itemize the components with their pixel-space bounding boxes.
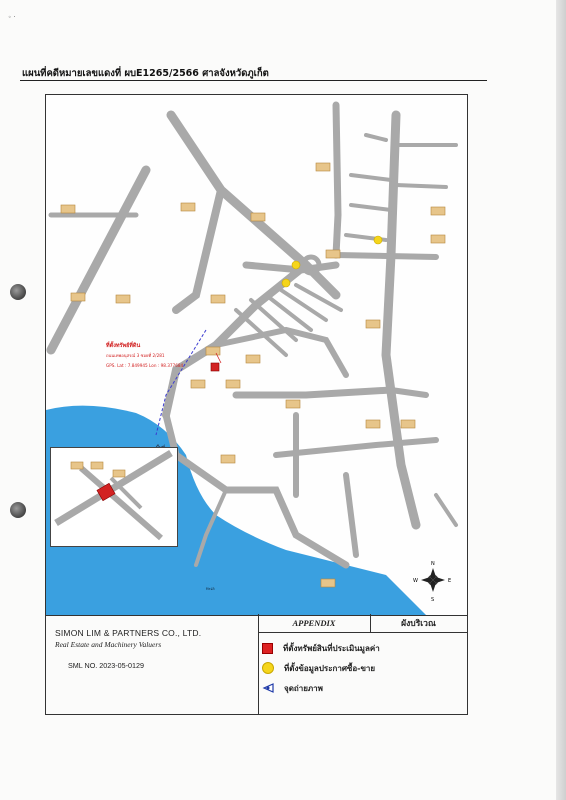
subject-property-marker xyxy=(211,363,219,371)
compass-s: S xyxy=(431,597,435,603)
compass-rose-icon xyxy=(413,561,451,603)
page-title: แผนที่คดีหมายเลขแดงที่ ผบE1265/2566 ศาลจังหวัดภูเก็ต xyxy=(22,68,269,79)
legend-text: ที่ตั้งทรัพย์สินที่ประเมินมูลค่า xyxy=(283,643,380,653)
yellow-circle-icon xyxy=(262,662,274,674)
appendix-header xyxy=(258,614,467,633)
compass-w: W xyxy=(413,578,418,584)
eye-arrow-icon xyxy=(262,683,274,693)
legend-text: จุดถ่ายภาพ xyxy=(284,683,323,693)
subject-label: ที่ตั้งทรัพย์ที่ดิน xyxy=(106,343,141,349)
market-data-points xyxy=(282,236,382,287)
inset-map xyxy=(50,447,178,547)
company-block xyxy=(46,614,259,714)
binder-hole xyxy=(10,284,26,300)
site-map xyxy=(45,94,468,616)
company-subtitle: Real Estate and Machinery Valuers xyxy=(55,640,162,649)
legend-item-market xyxy=(262,660,375,676)
binder-hole xyxy=(10,502,26,518)
page-edge xyxy=(556,0,566,800)
compass-n: N xyxy=(431,561,435,567)
appendix-label: APPENDIX xyxy=(258,614,371,632)
subject-address: ถนนเทพอนุสรณ์ 3 ซอยที่ 2/281 xyxy=(106,353,165,358)
legend-item-photo xyxy=(262,680,323,696)
sea-label: ทะเล xyxy=(206,586,215,591)
title-block xyxy=(45,614,468,715)
subject-gps: GPS. Lat : 7.849945 Lon : 98.377684 xyxy=(106,363,184,368)
company-name: SIMON LIM & PARTNERS CO., LTD. xyxy=(55,628,202,638)
legend-item-subject xyxy=(262,640,380,656)
appendix-title: ผังบริเวณ xyxy=(401,619,436,629)
compass-e: E xyxy=(448,578,452,584)
sml-number: SML NO. 2023-05-0129 xyxy=(68,661,145,670)
legend-text: ที่ตั้งข้อมูลประกาศซื้อ-ขาย xyxy=(284,663,376,673)
scan-speck: ◦ · xyxy=(8,14,16,21)
red-square-icon xyxy=(262,643,273,654)
title-rule xyxy=(20,80,487,81)
